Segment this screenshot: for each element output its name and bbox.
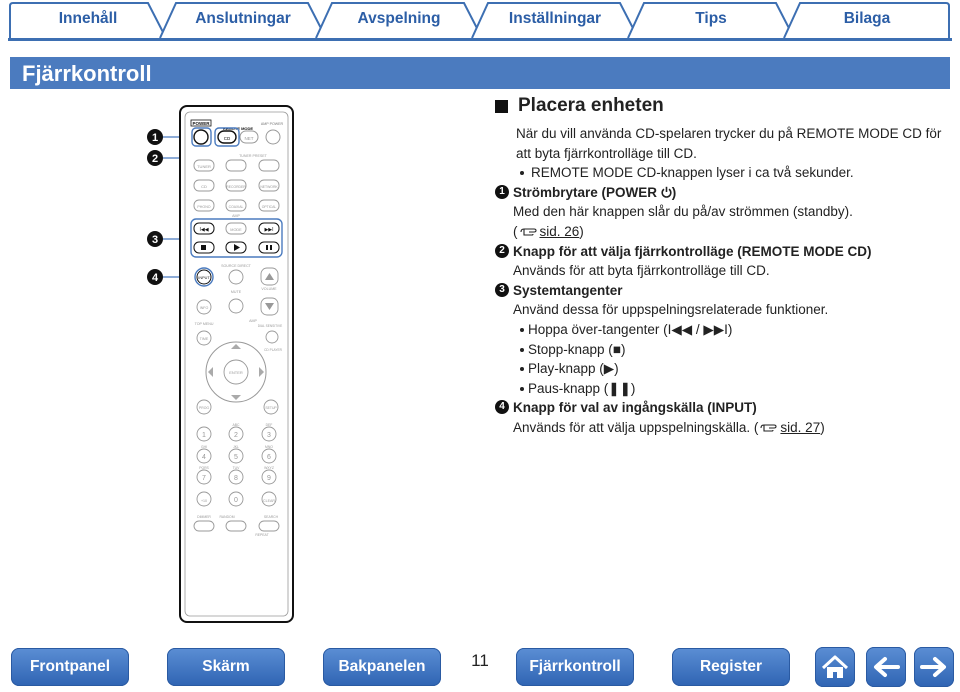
svg-text:5: 5 — [234, 454, 238, 461]
remote-label-top-menu: TOP MENU — [194, 322, 214, 326]
remote-label-abc: ABC — [232, 423, 240, 427]
remote-label-recorder: RECORDER — [226, 185, 246, 189]
pause-key-bullet: Paus-knapp (❚❚) — [495, 379, 955, 399]
svg-text:6: 6 — [267, 454, 271, 461]
tab-playback[interactable]: Avspelning — [314, 2, 484, 36]
co3: 3 — [151, 234, 159, 246]
remote-label-source-direct: SOURCE DIRECT — [221, 264, 251, 268]
remote-label-wxyz: WXYZ — [264, 466, 274, 470]
remote-label-net: NET — [244, 136, 254, 141]
item-power-desc: Med den här knappen slår du på/av strömmen (standby). — [513, 204, 853, 220]
section-heading: Placera enheten — [495, 92, 955, 120]
page-link-26[interactable]: sid. 26 — [539, 223, 580, 239]
item-remote-mode: 2 Knapp för att välja fjärrkontrolläge (REMOTE MODE CD) — [495, 242, 955, 262]
intro-bullet: REMOTE MODE CD-knappen lyser i ca två sekunder. — [495, 163, 955, 183]
remote-label-amp-power: AMP POWER — [260, 122, 284, 126]
svg-text:3: 3 — [267, 432, 271, 439]
svg-text:▶▶I: ▶▶I — [264, 227, 274, 233]
co1: 1 — [151, 132, 159, 144]
skip-keys-bullet: Hoppa över-tangenter (I◀◀ / ▶▶I) — [495, 320, 955, 340]
remote-label-optical: OPTICAL — [261, 205, 277, 209]
svg-text:0: 0 — [234, 497, 238, 504]
tab-underline — [8, 38, 952, 41]
display-button[interactable]: Skärm — [167, 648, 285, 686]
play-key-bullet: Play-knapp (▶) — [495, 359, 955, 379]
remote-label-ghi: GHI — [200, 445, 208, 449]
back-arrow-icon — [866, 647, 906, 687]
remote-key-7 — [197, 470, 211, 484]
item-power-ref: ( sid. 26) — [513, 223, 584, 239]
remote-label-def: DEF — [265, 423, 273, 427]
number-badge-2: 2 — [495, 244, 509, 258]
power-icon — [661, 186, 672, 198]
remote-label-amp-dial: AMP — [249, 319, 257, 323]
remote-control-button[interactable]: Fjärrkontroll — [516, 648, 634, 686]
svg-text:4: 4 — [202, 454, 206, 461]
remote-key-9 — [262, 470, 276, 484]
remote-label-info: INFO — [199, 306, 209, 310]
remote-key-clear — [262, 492, 276, 506]
tab-appendix[interactable]: Bilaga — [782, 2, 952, 36]
item-input: 4 Knapp för val av ingångskälla (INPUT) — [495, 398, 955, 418]
home-button[interactable] — [815, 647, 855, 687]
remote-control-illustration — [135, 100, 480, 625]
item-system-keys: 3 Systemtangenter — [495, 281, 955, 301]
tab-settings[interactable]: Inställningar — [470, 2, 640, 36]
number-badge-4: 4 — [495, 400, 509, 414]
remote-label-phono: PHONO — [197, 205, 211, 209]
stop-key-bullet: Stopp-knapp (■) — [495, 340, 955, 360]
callout-1 — [147, 129, 163, 145]
remote-key-6 — [262, 449, 276, 463]
remote-key-4 — [197, 449, 211, 463]
pointing-hand-icon — [760, 423, 778, 433]
rear-panel-button[interactable]: Bakpanelen — [323, 648, 441, 686]
co2: 2 — [151, 153, 159, 165]
svg-text:7: 7 — [202, 475, 206, 482]
remote-label-mno: MNO — [265, 445, 273, 449]
remote-label-cd-src: CD — [201, 184, 207, 189]
svg-text:+10: +10 — [200, 499, 208, 503]
remote-label-coaxial: COAXIAL — [228, 205, 244, 209]
remote-label-search: SEARCH — [263, 515, 279, 519]
page-title-bar — [10, 57, 950, 89]
remote-label-random: RANDOM — [219, 515, 235, 519]
index-button[interactable]: Register — [672, 648, 790, 686]
remote-label-input: INPUT — [198, 276, 210, 280]
remote-key-0 — [229, 492, 243, 506]
remote-label-pqrs: PQRS — [199, 466, 209, 470]
remote-label-time: TIME — [199, 337, 209, 341]
remote-label-volume: VOLUME — [261, 287, 277, 291]
remote-key-5 — [229, 449, 243, 463]
item-system-keys-desc: Använd dessa för uppspelningsrelaterade funktioner. — [513, 302, 829, 318]
remote-label-dimmer: DIMMER — [197, 515, 211, 519]
remote-key-1 — [197, 427, 211, 441]
number-badge-3: 3 — [495, 283, 509, 297]
forward-arrow-icon — [914, 647, 954, 687]
remote-label-amp: AMP — [232, 214, 240, 218]
content-column — [495, 92, 955, 438]
front-panel-button[interactable]: Frontpanel — [11, 648, 129, 686]
remote-label-enter: ENTER — [229, 370, 243, 375]
remote-key-2 — [229, 427, 243, 441]
remote-key-plus10 — [197, 492, 211, 506]
remote-label-mute: MUTE — [230, 290, 242, 294]
remote-label-tuv: TUV — [232, 466, 240, 470]
item-remote-mode-desc: Används för att byta fjärrkontrolläge till CD. — [513, 263, 770, 279]
page-link-27[interactable]: sid. 27 — [780, 419, 821, 435]
callout-3 — [147, 231, 163, 247]
svg-text:8: 8 — [234, 475, 238, 482]
svg-text:2: 2 — [234, 432, 238, 439]
remote-label-tuner-preset: TUNER PRESET — [239, 154, 267, 158]
remote-label-repeat: REPEAT — [255, 533, 269, 537]
svg-text:CLEAR: CLEAR — [263, 499, 275, 503]
heading-square-icon — [495, 100, 508, 113]
svg-text:I◀◀: I◀◀ — [199, 227, 209, 233]
svg-text:1: 1 — [202, 432, 206, 439]
remote-label-setup: SETUP — [265, 406, 277, 410]
back-button[interactable] — [866, 647, 906, 687]
remote-label-network: NETWORK — [260, 185, 278, 189]
forward-button[interactable] — [914, 647, 954, 687]
intro-text: När du vill använda CD-spelaren trycker du på REMOTE MODE CD för att byta fjärrkontrolläge till CD. — [516, 126, 942, 161]
remote-label-tuner: TUNER — [197, 164, 211, 169]
svg-text:9: 9 — [267, 475, 271, 482]
remote-key-8 — [229, 470, 243, 484]
pointing-hand-icon — [520, 227, 538, 237]
remote-label-mode: MODE — [230, 228, 242, 232]
tab-tips[interactable]: Tips — [626, 2, 796, 36]
remote-label-remote-mode: REMOTE MODE — [222, 126, 254, 131]
co4: 4 — [151, 272, 159, 284]
page-title: Fjärrkontroll — [22, 61, 152, 86]
item-power: 1 Strömbrytare (POWER ) — [495, 183, 955, 203]
remote-label-program: PROG — [199, 406, 209, 410]
top-tab-bar — [8, 0, 952, 40]
home-icon — [815, 647, 855, 687]
page-number: 11 — [471, 651, 489, 670]
callout-2 — [147, 150, 163, 166]
callout-4 — [147, 269, 163, 285]
tab-contents[interactable]: Innehåll — [8, 2, 168, 36]
remote-label-power: POWER — [192, 121, 210, 126]
remote-key-3 — [262, 427, 276, 441]
remote-label-cd-player: CD PLAYER — [264, 348, 282, 352]
remote-label-dial-sensitive: DIAL SENSITIVE — [257, 324, 283, 328]
number-badge-1: 1 — [495, 185, 509, 199]
remote-label-jkl: JKL — [233, 445, 239, 449]
tab-connections[interactable]: Anslutningar — [158, 2, 328, 36]
remote-label-cd: CD — [223, 136, 231, 141]
item-input-desc: Används för att välja uppspelningskälla. ( sid. 27) — [513, 419, 825, 435]
